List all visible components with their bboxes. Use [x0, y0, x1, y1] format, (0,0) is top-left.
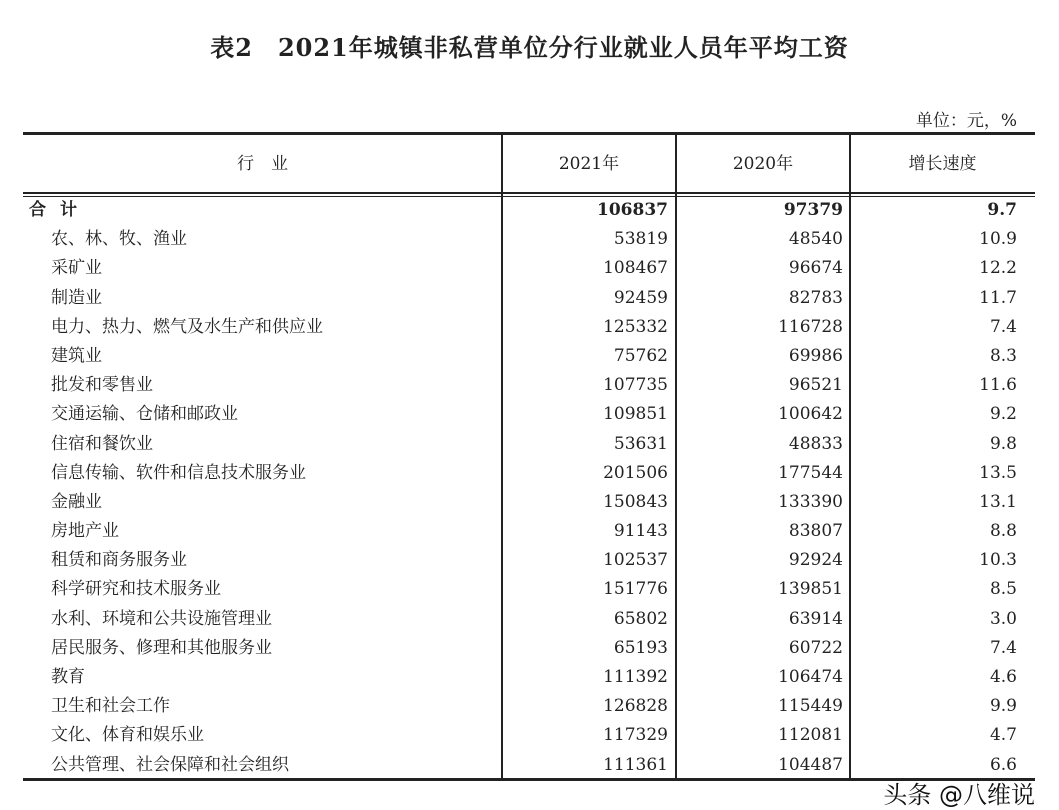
table-row: [23, 751, 1035, 780]
growth-cell: 9.9: [989, 696, 1017, 717]
wage-2021-cell: 126828: [603, 696, 668, 717]
industry-cell: 卫生和社会工作: [51, 696, 170, 717]
growth-cell: 4.6: [989, 667, 1017, 687]
wage-2021-cell: 91143: [613, 521, 668, 542]
industry-cell: 交通运输、仓储和邮政业: [51, 404, 238, 425]
growth-cell: 3.0: [989, 608, 1017, 629]
wage-2021-cell: 201506: [603, 462, 668, 483]
wage-2021-cell: 108467: [603, 258, 668, 279]
wage-2020-cell: 96674: [788, 258, 843, 279]
wage-2021-cell: 65193: [613, 637, 668, 658]
growth-cell: 8.8: [989, 521, 1017, 542]
industry-cell: 租赁和商务服务业: [51, 550, 187, 571]
wage-2021-cell: 111392: [603, 667, 668, 687]
header-2021: 2021年: [558, 154, 620, 174]
growth-cell: 13.5: [979, 462, 1017, 483]
table-row: [23, 634, 1035, 663]
table-row: [23, 459, 1035, 488]
table-row-total: [23, 196, 1035, 225]
industry-cell: 水利、环境和公共设施管理业: [51, 608, 272, 629]
wage-2021-cell: 92459: [613, 287, 668, 308]
wage-2021-cell: 53631: [613, 433, 668, 454]
table-row: [23, 605, 1035, 634]
wage-2020-cell: 177544: [778, 462, 843, 483]
table-row: [23, 254, 1035, 283]
growth-cell: 8.5: [989, 579, 1017, 600]
wage-2021-cell: 102537: [603, 550, 668, 571]
table-row: [23, 546, 1035, 575]
table-row: [23, 313, 1035, 342]
table-row: [23, 663, 1035, 692]
wage-2021-cell: 117329: [603, 725, 668, 746]
header-industry: 行 业: [237, 154, 288, 174]
table-row: [23, 517, 1035, 546]
wage-2021-cell: 65802: [613, 608, 668, 629]
industry-cell: 采矿业: [51, 258, 102, 279]
wage-2020-cell: 92924: [788, 550, 843, 571]
wage-2020-cell: 83807: [788, 521, 843, 542]
industry-cell: 建筑业: [51, 345, 102, 366]
table-row: [23, 342, 1035, 371]
wage-2021-cell: 106837: [597, 200, 668, 220]
wage-2020-cell: 115449: [778, 696, 843, 717]
wage-2020-cell: 63914: [788, 608, 843, 629]
growth-cell: 9.7: [987, 200, 1017, 220]
growth-cell: 12.2: [979, 258, 1017, 279]
wage-2020-cell: 116728: [778, 316, 843, 337]
wage-2020-cell: 96521: [788, 375, 843, 396]
growth-cell: 8.3: [989, 345, 1017, 366]
table-row: [23, 488, 1035, 517]
growth-cell: 6.6: [989, 754, 1017, 775]
table-row: [23, 430, 1035, 459]
wage-2021-cell: 53819: [613, 229, 668, 250]
wage-2021-cell: 109851: [603, 404, 668, 425]
page-title: 表2 2021年城镇非私营单位分行业就业人员年平均工资: [210, 33, 849, 62]
industry-cell: 公共管理、社会保障和社会组织: [51, 754, 289, 775]
wage-2021-cell: 151776: [603, 579, 668, 600]
table-row: [23, 371, 1035, 400]
wage-2020-cell: 100642: [778, 404, 843, 425]
wage-2020-cell: 48540: [788, 229, 843, 250]
industry-cell: 住宿和餐饮业: [51, 433, 153, 454]
growth-cell: 9.8: [989, 433, 1017, 454]
industry-cell: 农、林、牧、渔业: [51, 229, 187, 250]
wage-2021-cell: 111361: [603, 754, 668, 775]
industry-cell: 房地产业: [51, 521, 119, 542]
wage-2021-cell: 150843: [603, 491, 668, 512]
growth-cell: 13.1: [979, 491, 1017, 512]
wage-2020-cell: 82783: [788, 287, 843, 308]
table-row: [23, 721, 1035, 750]
growth-cell: 9.2: [989, 404, 1017, 425]
wage-2020-cell: 69986: [788, 345, 843, 366]
wage-2020-cell: 112081: [778, 725, 843, 746]
table-row: [23, 225, 1035, 254]
growth-cell: 7.4: [989, 316, 1017, 337]
header-2020: 2020年: [732, 154, 794, 174]
wage-2021-cell: 125332: [603, 316, 668, 337]
wage-2021-cell: 75762: [613, 345, 668, 366]
wage-2020-cell: 104487: [778, 754, 843, 775]
table-row: [23, 400, 1035, 429]
industry-cell: 电力、热力、燃气及水生产和供应业: [51, 316, 323, 337]
wage-2020-cell: 106474: [778, 667, 843, 687]
wage-2020-cell: 133390: [778, 491, 843, 512]
table-body: [23, 196, 1035, 780]
growth-cell: 10.3: [979, 550, 1017, 571]
growth-cell: 11.7: [979, 287, 1017, 308]
growth-cell: 10.9: [979, 229, 1017, 250]
unit-label: 单位：元，%: [915, 111, 1017, 131]
industry-cell: 信息传输、软件和信息技术服务业: [51, 462, 306, 483]
growth-cell: 11.6: [979, 375, 1017, 396]
table-row: [23, 284, 1035, 313]
header-growth: 增长速度: [908, 154, 977, 174]
wage-2020-cell: 48833: [788, 433, 843, 454]
table-header: [23, 135, 1035, 193]
wage-2020-cell: 97379: [783, 200, 843, 220]
growth-cell: 4.7: [989, 725, 1017, 746]
growth-cell: 7.4: [989, 637, 1017, 658]
industry-cell: 科学研究和技术服务业: [51, 579, 221, 600]
industry-cell: 居民服务、修理和其他服务业: [51, 637, 272, 658]
industry-cell: 制造业: [51, 287, 102, 308]
industry-cell: 批发和零售业: [51, 375, 153, 396]
industry-cell: 金融业: [51, 491, 102, 512]
industry-cell: 合计: [29, 200, 91, 220]
wage-2020-cell: 60722: [788, 637, 843, 658]
watermark: 头条 @八维说: [883, 781, 1035, 809]
wage-2021-cell: 107735: [603, 375, 668, 396]
wage-2020-cell: 139851: [778, 579, 843, 600]
industry-cell: 教育: [51, 667, 85, 687]
table-row: [23, 692, 1035, 721]
table-row: [23, 575, 1035, 604]
industry-cell: 文化、体育和娱乐业: [51, 725, 204, 746]
